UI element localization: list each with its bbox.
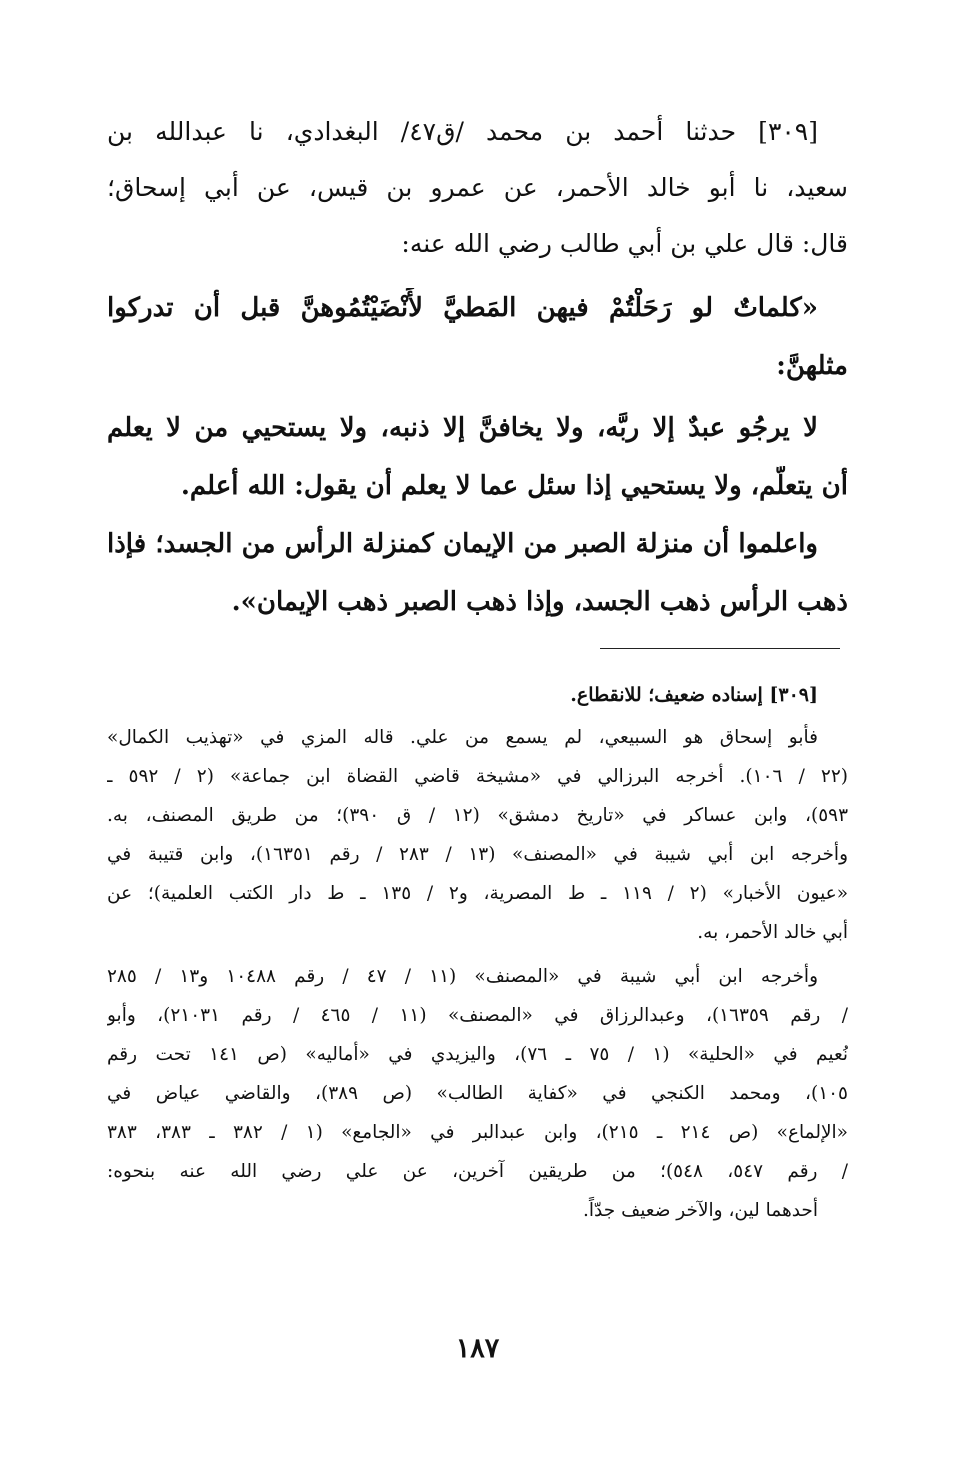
footnote-line: (٢٢ / ١٠٦). أخرجه البرزالي في «مشيخة قاضي القضاة ابن جماعة» (٢ / ٥٩٢ ـ xyxy=(107,766,848,787)
footnote-line: / رقم ٥٤٧، ٥٤٨)؛ من طريقين آخرين، عن علي رضي الله عنه بنحوه: xyxy=(107,1161,848,1182)
footnote-line: ٥٩٣)، وابن عساكر في «تاريخ دمشق» (١٢ / ق ٣٩٠)؛ من طريق المصنف، به. xyxy=(107,805,848,826)
quote-line: «كلماتٌ لو رَحَلْتُمْ فيهن المَطيَّ لأَنْضَيْتُمُوهنَّ قبل أن تدركوا xyxy=(107,293,818,323)
footnote-line: وأخرجه ابن أبي شيبة في «المصنف» (١٣ / ٢٨٣ / رقم ١٦٣٥١)، وابن قتيبة في xyxy=(107,844,848,865)
quote-line: لا يرجُو عبدٌ إلا ربَّه، ولا يخافنَّ إلا ذنبه، ولا يستحيي من لا يعلم xyxy=(107,413,818,443)
footnote-line: «الإلماع» (ص ٢١٤ ـ ٢١٥)، وابن عبدالبر في «الجامع» (١ / ٣٨٢ ـ ٣٨٣، ٣٨٣ xyxy=(107,1122,848,1143)
footnote-line: فأبو إسحاق هو السبيعي، لم يسمع من علي. قاله المزي في «تهذيب الكمال» xyxy=(107,727,818,748)
footnote-line: «عيون الأخبار» (٢ / ١١٩ ـ ط المصرية، و٢ / ١٣٥ ـ ط دار الكتب العلمية)؛ عن xyxy=(107,883,848,904)
quote-line: واعلموا أن منزلة الصبر من الإيمان كمنزلة الرأس من الجسد؛ فإذا xyxy=(107,529,818,559)
footnote-line: أبي خالد الأحمر، به. xyxy=(697,922,848,943)
footnote-separator xyxy=(600,648,840,649)
quote-line: ذهب الرأس ذهب الجسد، وإذا ذهب الصبر ذهب الإيمان». xyxy=(231,587,848,617)
footnote-line: وأخرجه ابن أبي شيبة في «المصنف» (١١ / ٤٧ / رقم ١٠٤٨٨ و١٣ / ٢٨٥ xyxy=(107,966,818,987)
quote-line: أن يتعلَّم، ولا يستحيي إذا سئل عما لا يعلم أن يقول: الله أعلم. xyxy=(180,471,848,501)
text-line: قال: قال علي بن أبي طالب رضي الله عنه: xyxy=(401,229,848,258)
footnote-heading: [٣٠٩] إسناده ضعيف؛ للانقطاع. xyxy=(570,684,818,706)
footnote-line: / رقم ١٦٣٥٩)، وعبدالرزاق في «المصنف» (١١ / ٤٦٥ / رقم ٢١٠٣١)، وأبو xyxy=(107,1005,848,1026)
footnote-line: ١٠٥)، ومحمد الكنجي في «كفاية الطالب» (ص ٣٨٩)، والقاضي عياض في xyxy=(107,1083,848,1104)
footnote-line: أحدهما لين، والآخر ضعيف جدّاً. xyxy=(583,1200,818,1221)
quote-line: مثلهنَّ: xyxy=(776,351,848,381)
text-line: سعيد، نا أبو خالد الأحمر، عن عمرو بن قيس، عن أبي إسحاق؛ xyxy=(107,173,848,202)
page-number: ١٨٧ xyxy=(455,1333,500,1364)
text-line: [٣٠٩] حدثنا أحمد بن محمد /ق٤٧/ البغدادي، نا عبدالله بن xyxy=(107,117,818,146)
footnote-line: نُعيم في «الحلية» (١ / ٧٥ ـ ٧٦)، واليزيدي في «أماليه» (ص ١٤١ تحت رقم xyxy=(107,1044,848,1065)
